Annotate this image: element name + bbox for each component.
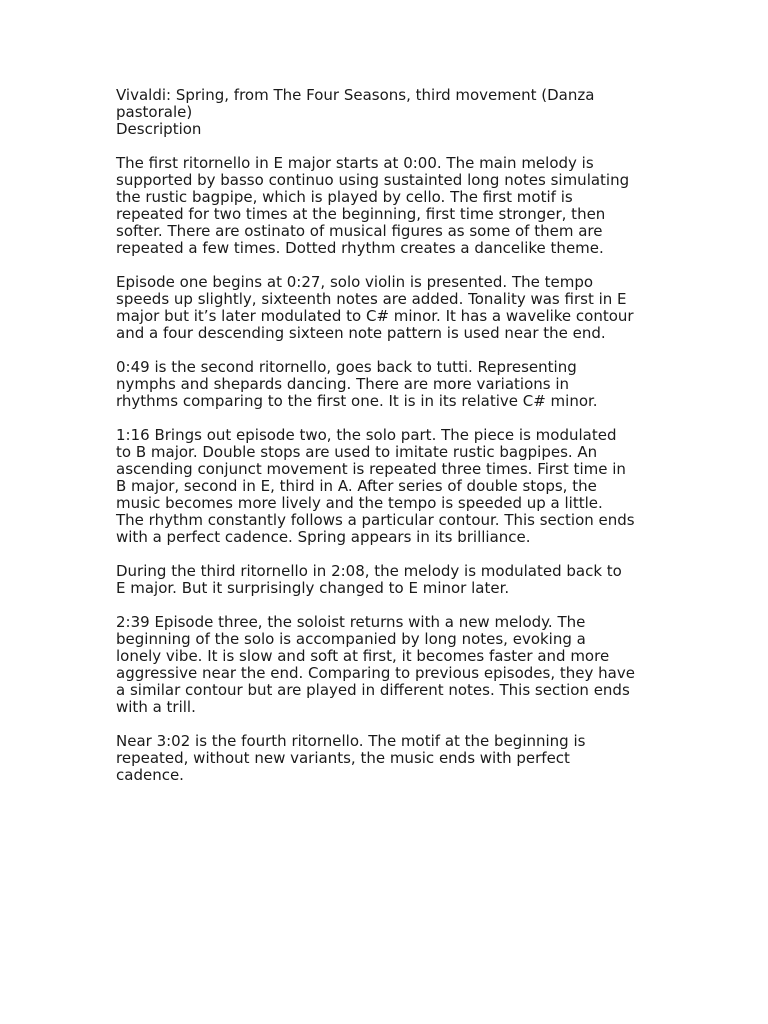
paragraph-line: The first ritornello in E major starts at 0:00. The main melody is xyxy=(116,154,594,172)
paragraph-line: beginning of the solo is accompanied by long notes, evoking a xyxy=(116,630,586,648)
paragraph-line: music becomes more lively and the tempo is speeded up a little. xyxy=(116,494,603,512)
paragraph-second-ritornello xyxy=(116,359,656,410)
paragraph-line: repeated, without new variants, the music ends with perfect xyxy=(116,749,570,767)
paragraph-line: softer. There are ostinato of musical figures as some of them are xyxy=(116,222,603,240)
paragraph-line: During the third ritornello in 2:08, the melody is modulated back to xyxy=(116,562,622,580)
paragraph-line: the rustic bagpipe, which is played by cello. The first motif is xyxy=(116,188,573,206)
paragraph-line: Episode one begins at 0:27, solo violin is presented. The tempo xyxy=(116,273,594,291)
document-header xyxy=(116,87,656,138)
paragraph-line: repeated a few times. Dotted rhythm creates a dancelike theme. xyxy=(116,239,604,257)
paragraph-line: cadence. xyxy=(116,766,184,784)
paragraph-line: nymphs and shepards dancing. There are more variations in xyxy=(116,375,570,393)
paragraph-line: E major. But it surprisingly changed to E minor later. xyxy=(116,579,510,597)
subtitle: Description xyxy=(116,120,202,138)
paragraph-line: ascending conjunct movement is repeated three times. First time in xyxy=(116,460,626,478)
paragraph-line: repeated for two times at the beginning, first time stronger, then xyxy=(116,205,606,223)
paragraph-fourth-ritornello xyxy=(116,733,656,784)
paragraph-episode-three xyxy=(116,614,656,716)
document-body xyxy=(116,87,656,801)
paragraph-line: aggressive near the end. Comparing to previous episodes, they have xyxy=(116,664,635,682)
paragraph-third-ritornello xyxy=(116,563,656,597)
paragraph-line: major but it’s later modulated to C# minor. It has a wavelike contour xyxy=(116,307,634,325)
paragraph-line: The rhythm constantly follows a particular contour. This section ends xyxy=(116,511,635,529)
title-line: Vivaldi: Spring, from The Four Seasons, third movement (Danza xyxy=(116,86,595,104)
paragraph-line: lonely vibe. It is slow and soft at first, it becomes faster and more xyxy=(116,647,610,665)
paragraph-line: with a perfect cadence. Spring appears in its brilliance. xyxy=(116,528,531,546)
title-line: pastorale) xyxy=(116,103,193,121)
paragraph-line: to B major. Double stops are used to imitate rustic bagpipes. An xyxy=(116,443,598,461)
paragraph-line: 1:16 Brings out episode two, the solo part. The piece is modulated xyxy=(116,426,617,444)
paragraph-episode-one xyxy=(116,274,656,342)
paragraph-line: and a four descending sixteen note pattern is used near the end. xyxy=(116,324,606,342)
paragraph-first-ritornello xyxy=(116,155,656,257)
paragraph-line: rhythms comparing to the first one. It is in its relative C# minor. xyxy=(116,392,598,410)
paragraph-line: speeds up slightly, sixteenth notes are added. Tonality was first in E xyxy=(116,290,627,308)
paragraph-line: a similar contour but are played in different notes. This section ends xyxy=(116,681,630,699)
paragraph-line: supported by basso continuo using sustainted long notes simulating xyxy=(116,171,630,189)
paragraph-line: 0:49 is the second ritornello, goes back to tutti. Representing xyxy=(116,358,577,376)
paragraph-line: Near 3:02 is the fourth ritornello. The motif at the beginning is xyxy=(116,732,586,750)
paragraph-line: B major, second in E, third in A. After series of double stops, the xyxy=(116,477,597,495)
paragraph-line: with a trill. xyxy=(116,698,196,716)
paragraph-episode-two xyxy=(116,427,656,546)
paragraph-line: 2:39 Episode three, the soloist returns with a new melody. The xyxy=(116,613,586,631)
